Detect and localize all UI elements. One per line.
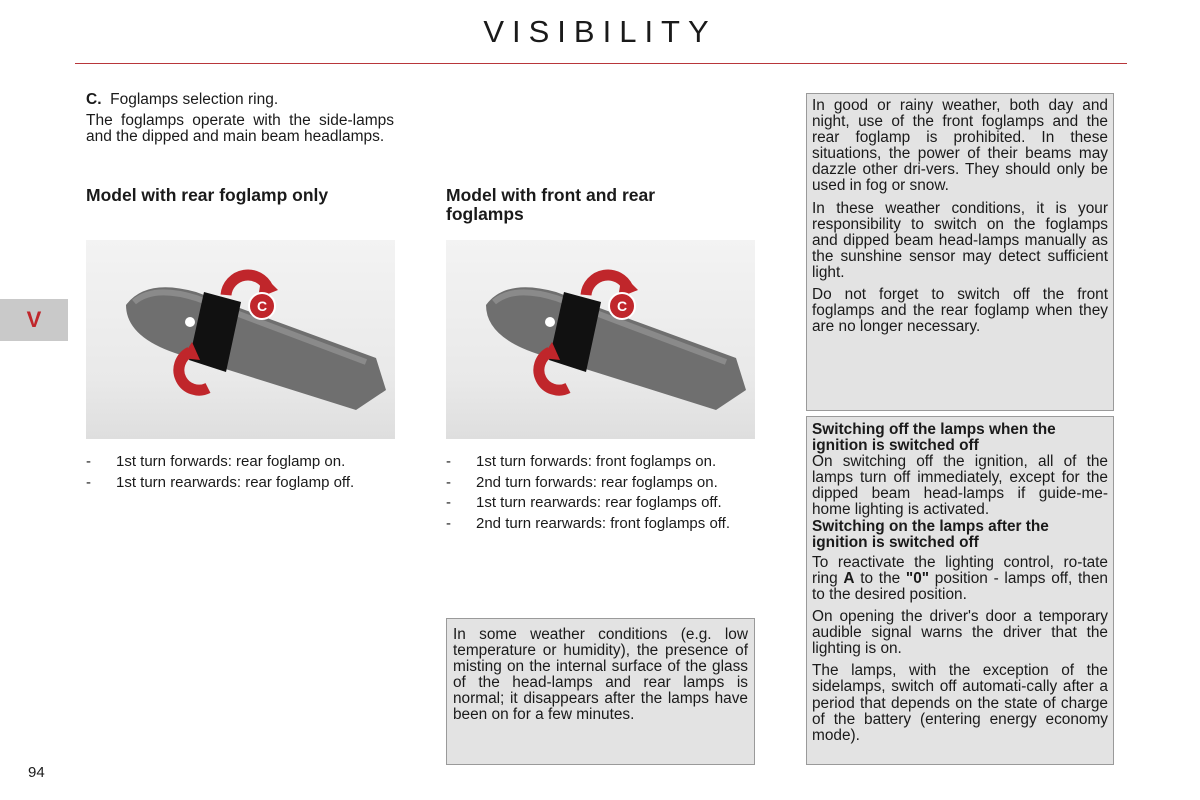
intro-block	[86, 92, 394, 146]
image-label-c: C	[616, 298, 628, 314]
misting-note-text: In some weather conditions (e.g. low temperature or humidity), the presence of misting on the internal surface of the glass of the head-lamps and rear lamps is normal; it disappears after the lamps have been on for a few minutes.	[453, 626, 748, 724]
stalk-image-rear-only	[86, 240, 395, 439]
ignition-off-text: On switching off the ignition, all of the lamps turn off immediately, except for the dipped beam head-lamps if guide-me-home lighting is activated.	[812, 453, 1108, 519]
ignition-info-box	[806, 416, 1114, 765]
lighting-stalk-illustration	[86, 240, 395, 439]
foglamp-warning-box	[806, 93, 1114, 411]
list-item: - 1st turn forwards: front foglamps on.	[446, 453, 717, 470]
page-number: 94	[28, 764, 45, 781]
header-rule	[75, 63, 1127, 64]
door-signal-text: On opening the driver's door a temporary audible signal warns the driver that the lighting is on.	[812, 608, 1108, 658]
left-section-heading: Model with rear foglamp only	[86, 185, 329, 205]
lighting-stalk-illustration	[446, 240, 755, 439]
middle-section-heading: Model with front and rear foglamps	[446, 185, 656, 224]
misting-note-box	[446, 618, 755, 765]
ignition-on-heading: Switching on the lamps after the ignition is switched off	[812, 517, 1049, 551]
ignition-on-text: To reactivate the lighting control, ro-tate ring A to the "0" position - lamps off, then to the desired position.	[812, 553, 1108, 603]
intro-label-text: Foglamps selection ring.	[110, 91, 279, 108]
stalk-image-front-rear	[446, 240, 755, 439]
list-item: - 2nd turn rearwards: front foglamps off.	[446, 514, 731, 532]
intro-label: C.	[86, 91, 102, 108]
left-bullets	[86, 452, 406, 493]
list-item: - 1st turn rearwards: rear foglamp off.	[86, 473, 355, 491]
chapter-tab: V	[0, 299, 68, 341]
image-label-c: C	[256, 298, 268, 314]
list-item: - 1st turn rearwards: rear foglamps off.	[446, 494, 722, 511]
auto-off-text: The lamps, with the exception of the sidelamps, switch off automati-cally after a period that depends on the state of charge of the battery (entering energy economy mode).	[812, 662, 1108, 744]
warning-paragraph-3: Do not forget to switch off the front foglamps and the rear foglamp when they are no longer necessary.	[812, 286, 1108, 336]
warning-paragraph-2: In these weather conditions, it is your responsibility to switch on the foglamps and dipped beam head-lamps manually as the sunshine sensor may detect sufficient light.	[812, 199, 1108, 281]
list-item: - 1st turn forwards: rear foglamp on.	[86, 453, 346, 470]
page-title: VISIBILITY	[483, 14, 717, 49]
middle-bullets	[446, 452, 766, 534]
intro-text: The foglamps operate with the side-lamps and the dipped and main beam headlamps.	[86, 112, 394, 146]
warning-paragraph-1: In good or rainy weather, both day and night, use of the front foglamps and the rear foglamp is prohibited. In these situations, the power of their beams may dazzle other dri-vers. They should only be used in fog or snow.	[812, 97, 1108, 195]
ignition-off-heading: Switching off the lamps when the ignition is switched off	[812, 421, 1056, 455]
list-item: - 2nd turn forwards: rear foglamps on.	[446, 473, 718, 491]
